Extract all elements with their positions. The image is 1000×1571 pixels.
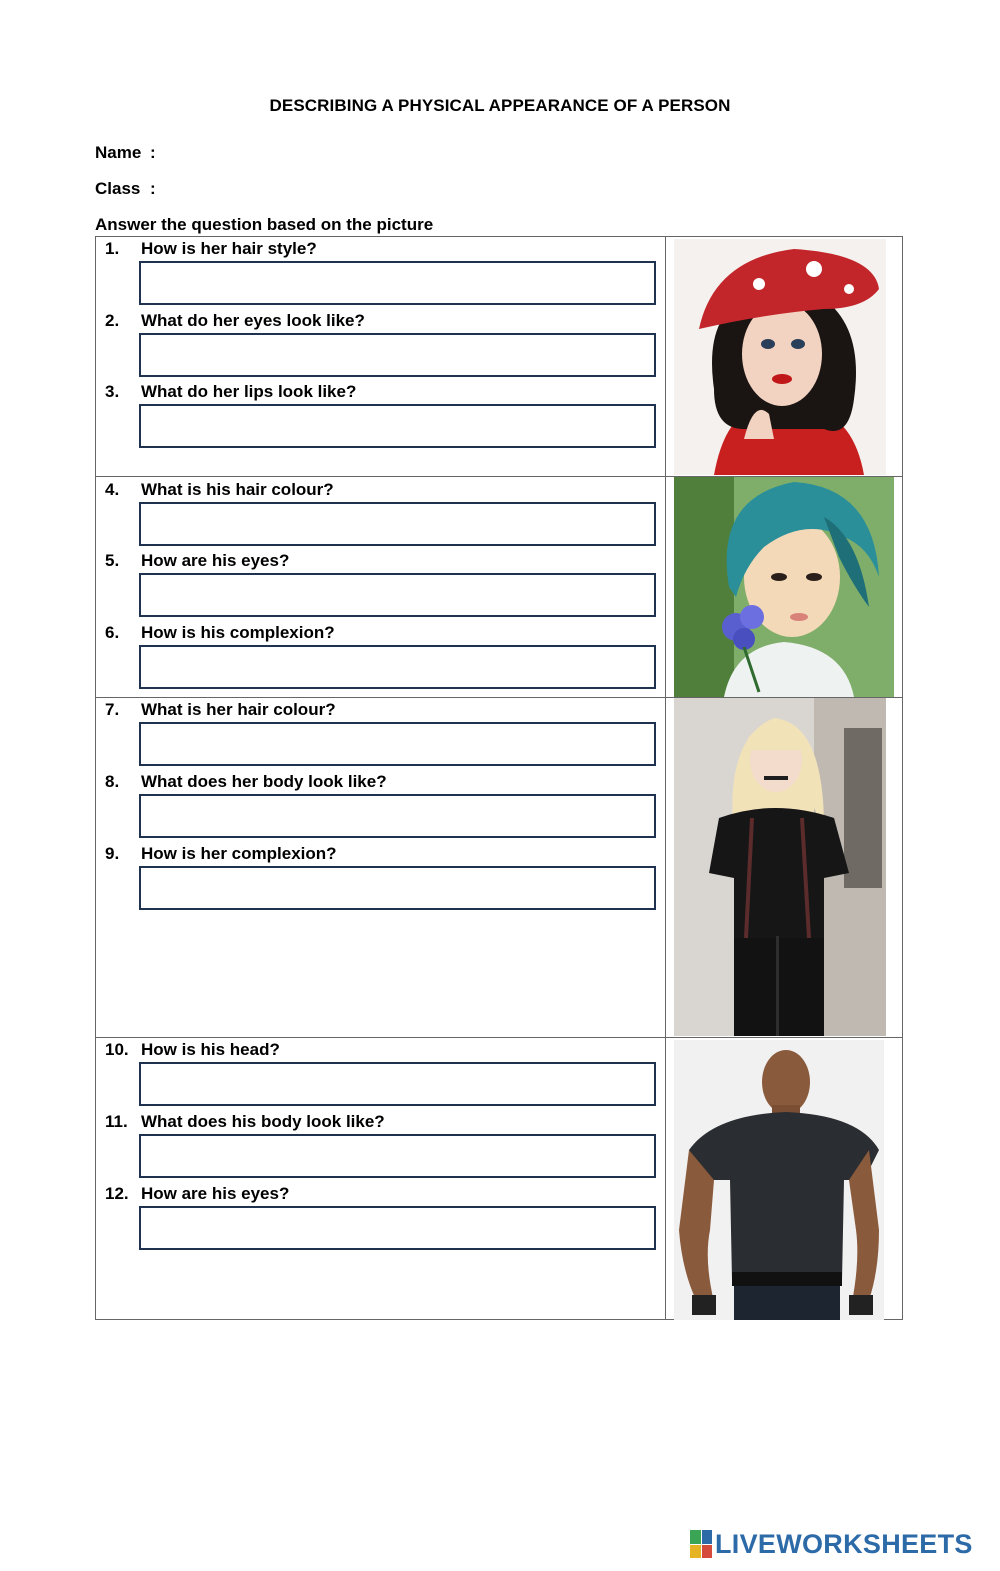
- section-2: [96, 476, 902, 697]
- question-number: 3.: [105, 382, 120, 401]
- question-number: 7.: [105, 700, 120, 719]
- woman-blonde-hair-photo: [674, 698, 886, 1036]
- answer-box-12[interactable]: [139, 1206, 656, 1250]
- liveworksheets-logo: [690, 1526, 973, 1562]
- bald-man-photo: [674, 1040, 884, 1320]
- woman-red-hat-photo: [674, 239, 886, 475]
- answer-box-9[interactable]: [139, 866, 656, 910]
- man-blue-hair-photo: [674, 477, 894, 697]
- question-number: 4.: [105, 480, 120, 499]
- class-field: [95, 179, 156, 199]
- question-text: What does her body look like?: [141, 772, 387, 791]
- name-label: Name: [95, 143, 142, 162]
- question-text: How is his complexion?: [141, 623, 335, 642]
- answer-box-5[interactable]: [139, 573, 656, 617]
- question-number: 6.: [105, 623, 120, 642]
- column-divider: [665, 1038, 666, 1319]
- question-number: 5.: [105, 551, 120, 570]
- answer-box-4[interactable]: [139, 502, 656, 546]
- name-colon: :: [150, 143, 156, 162]
- question-number: 12.: [105, 1184, 129, 1203]
- question-text: What is her hair colour?: [141, 700, 336, 719]
- answer-box-10[interactable]: [139, 1062, 656, 1106]
- logo-icon: [690, 1530, 712, 1558]
- question-text: How is his head?: [141, 1040, 280, 1059]
- question-text: How is her complexion?: [141, 844, 337, 863]
- question-number: 11.: [105, 1112, 128, 1131]
- answer-box-11[interactable]: [139, 1134, 656, 1178]
- answer-box-1[interactable]: [139, 261, 656, 305]
- column-divider: [665, 237, 666, 476]
- question-text: How are his eyes?: [141, 1184, 290, 1203]
- question-text: What is his hair colour?: [141, 480, 334, 499]
- question-number: 9.: [105, 844, 120, 863]
- instruction: Answer the question based on the picture: [95, 215, 434, 234]
- column-divider: [665, 698, 666, 1037]
- answer-box-7[interactable]: [139, 722, 656, 766]
- class-label: Class: [95, 179, 141, 198]
- answer-box-2[interactable]: [139, 333, 656, 377]
- section-4: [96, 1037, 902, 1319]
- answer-box-3[interactable]: [139, 404, 656, 448]
- brand-name: LIVEWORKSHEETS: [715, 1528, 973, 1559]
- section-1: [96, 237, 902, 476]
- question-table: [95, 236, 903, 1320]
- question-text: What do her eyes look like?: [141, 311, 365, 330]
- page-title: DESCRIBING A PHYSICAL APPEARANCE OF A PERSON: [269, 96, 731, 115]
- question-text: What does his body look like?: [141, 1112, 385, 1131]
- column-divider: [665, 477, 666, 697]
- section-3: [96, 697, 902, 1037]
- question-number: 10.: [105, 1040, 129, 1059]
- question-text: What do her lips look like?: [141, 382, 357, 401]
- answer-box-6[interactable]: [139, 645, 656, 689]
- question-number: 8.: [105, 772, 120, 791]
- name-field: [95, 143, 156, 163]
- question-text: How is her hair style?: [141, 239, 317, 258]
- question-text: How are his eyes?: [141, 551, 290, 570]
- question-number: 2.: [105, 311, 120, 330]
- class-colon: :: [150, 179, 156, 198]
- question-number: 1.: [105, 239, 120, 258]
- answer-box-8[interactable]: [139, 794, 656, 838]
